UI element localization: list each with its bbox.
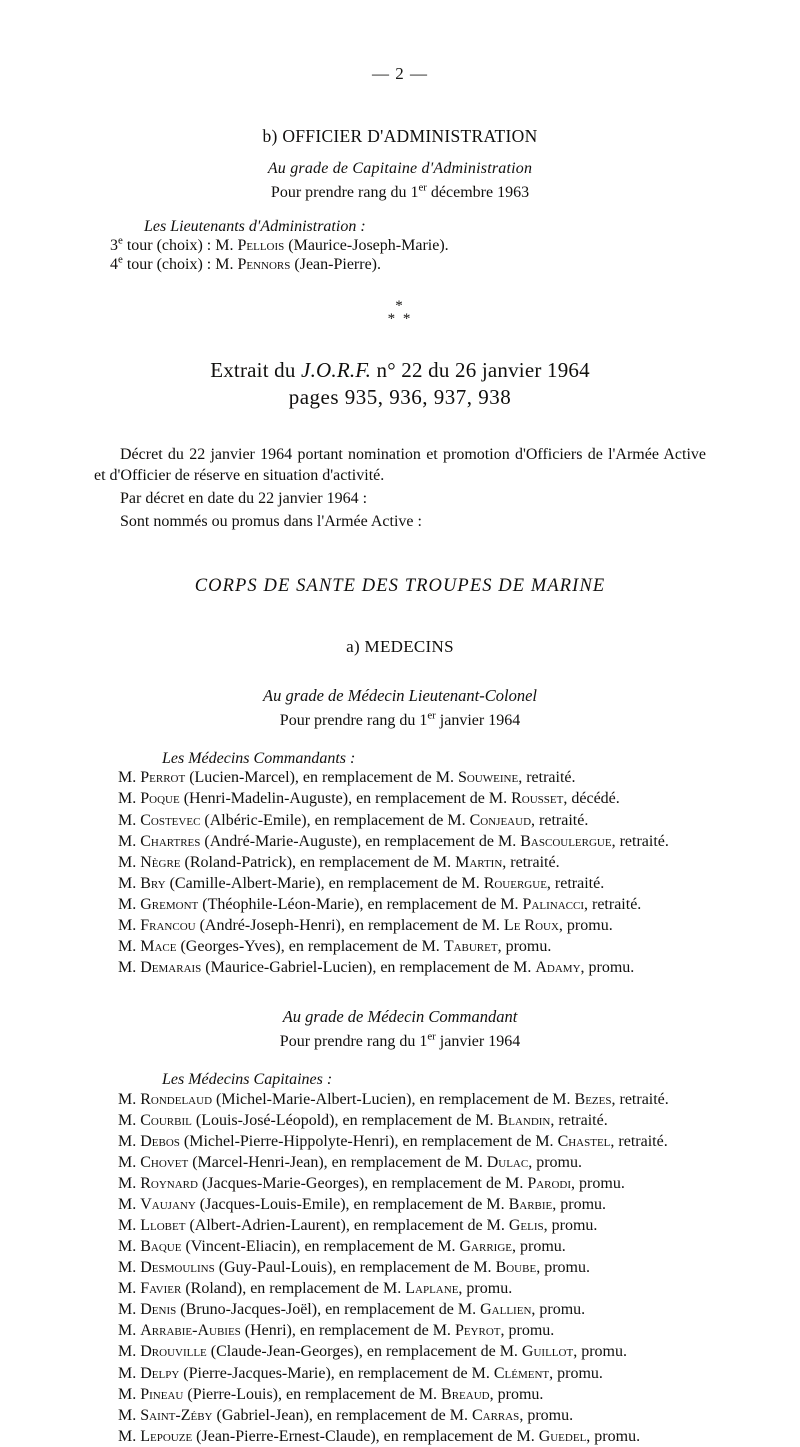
list-item: M. Debos (Michel-Pierre-Hippolyte-Henri), en remplacement de M. Chastel, retraité. [118, 1133, 668, 1150]
section-b-title: OFFICIER D'ADMINISTRATION [282, 126, 538, 146]
document-page [0, 64, 800, 1445]
list-item: M. Desmoulins (Guy-Paul-Louis), en remplacement de M. Boube, promu. [118, 1259, 590, 1277]
officer-detail: (Albert-Adrien-Laurent), en remplacement de M. [185, 1217, 509, 1235]
officer-name: Vaujany [140, 1196, 196, 1214]
officer-detail: (Claude-Jean-Georges), en remplacement de M. [206, 1343, 522, 1361]
officer-status: , promu. [512, 1238, 566, 1256]
subsection-a-heading [58, 637, 742, 657]
rank-sup: er [418, 181, 427, 194]
replaced-name: Boube [495, 1259, 537, 1277]
replaced-name: Taburet [443, 937, 498, 955]
officer-detail: (Henri), en remplacement de M. [240, 1322, 455, 1340]
asterism-top: * [395, 298, 405, 314]
list-item: M. Pineau (Pierre-Louis), en remplacement de M. Breaud, promu. [118, 1385, 544, 1403]
officer-name: Costevec [140, 811, 201, 829]
officer-detail: (Jacques-Louis-Emile), en remplacement de M. [195, 1196, 509, 1214]
officer-name: Saint-Zéby [140, 1406, 213, 1424]
officer-detail: (Marcel-Henri-Jean), en remplacement de M. [188, 1154, 487, 1172]
officer-status: , retraité. [518, 769, 576, 787]
section-b-list-label: Les Lieutenants d'Administration : [144, 218, 366, 235]
officer-status: , promu. [531, 1301, 586, 1319]
extrait-post: n° 22 du 26 janvier 1964 [371, 357, 590, 382]
officer-detail: (Guy-Paul-Louis), en remplacement de M. [214, 1259, 496, 1277]
officer-name: Drouville [140, 1343, 207, 1361]
officer-status: , retraité. [502, 853, 560, 871]
officer-name: Lepouze [140, 1427, 193, 1445]
entry-tour: 3 [110, 237, 118, 254]
decret-line-2: Par décret en date du 22 janvier 1964 : [120, 489, 368, 507]
replaced-name: Rouergue [483, 874, 547, 892]
replaced-name: Peyrot [454, 1322, 501, 1340]
officer-name: Francou [140, 916, 196, 934]
decret-line-3: Sont nommés ou promus dans l'Armée Active : [120, 512, 422, 530]
list-item: M. Perrot (Lucien-Marcel), en remplacement de M. Souweine, retraité. [118, 769, 576, 787]
officer-name: Mace [140, 937, 177, 955]
rank-sup: er [427, 709, 436, 722]
list-item: M. Vaujany (Jacques-Louis-Emile), en remplacement de M. Barbie, promu. [118, 1196, 607, 1214]
officer-detail: (Georges-Yves), en remplacement de M. [176, 937, 444, 955]
replaced-name: Gelis [508, 1217, 544, 1235]
list-item: M. Denis (Bruno-Jacques-Joël), en remplacement de M. Gallien, promu. [118, 1301, 586, 1319]
entry-rest: tour (choix) : M. [122, 256, 238, 273]
officer-detail: (Michel-Marie-Albert-Lucien), en remplacement de M. [212, 1090, 575, 1108]
extrait-heading [58, 358, 742, 383]
officer-status: , retraité. [584, 895, 642, 913]
list-item: M. Drouville (Claude-Jean-Georges), en remplacement de M. Guillot, promu. [118, 1343, 627, 1361]
officer-status: , retraité. [550, 1111, 608, 1129]
replaced-name: Carras [471, 1406, 520, 1424]
officer-detail: (Roland-Patrick), en remplacement de M. [180, 853, 456, 871]
officer-detail: (Henri-Madelin-Auguste), en remplacement de M. [179, 790, 512, 808]
asterism-ornament [58, 300, 742, 326]
list-item: M. Favier (Roland), en remplacement de M. Laplane, promu. [118, 1280, 513, 1298]
grade-commandant-rank-date [58, 1033, 742, 1051]
entry-name: Pellois [237, 237, 285, 254]
replaced-name: Gallien [480, 1301, 532, 1319]
officer-name: Roynard [140, 1175, 198, 1193]
officer-status: , retraité. [611, 832, 669, 850]
officer-status: , promu. [536, 1259, 590, 1277]
list-item [110, 253, 742, 274]
rank-pre: Pour prendre rang du 1 [270, 184, 419, 201]
list-item: M. Demarais (Maurice-Gabriel-Lucien), en remplacement de M. Adamy, promu. [118, 958, 635, 976]
officer-name: Poque [140, 790, 180, 808]
officer-name: Rondelaud [140, 1090, 213, 1108]
officer-detail: (Théophile-Léon-Marie), en remplacement de M. [198, 895, 523, 913]
officer-detail: (Maurice-Gabriel-Lucien), en remplacement de M. [201, 958, 536, 976]
officer-detail: (Jacques-Marie-Georges), en remplacement de M. [197, 1175, 528, 1193]
replaced-name: Garrige [459, 1238, 512, 1256]
replaced-name: Adamy [535, 958, 581, 976]
officer-name: Courbil [140, 1111, 192, 1129]
grade-commandant-list-label: Les Médecins Capitaines : [162, 1071, 333, 1089]
list-item: M. Saint-Zéby (Gabriel-Jean), en remplacement de M. Carras, promu. [118, 1406, 574, 1424]
decret-text: Décret du 22 janvier 1964 portant nomination et promotion d'Officiers de l'Armée Active et d'Officier de réserve en situation d'activité. [94, 445, 706, 484]
section-b-heading [58, 126, 742, 147]
officer-name: Delpy [140, 1364, 180, 1382]
entry-tail: (Maurice-Joseph-Marie). [284, 237, 449, 254]
officer-status: , promu. [586, 1427, 641, 1445]
replaced-name: Parodi [527, 1175, 572, 1193]
replaced-name: Blandin [497, 1111, 551, 1129]
list-item: M. Baque (Vincent-Eliacin), en remplacement de M. Garrige, promu. [118, 1238, 566, 1256]
officer-status: , promu. [489, 1385, 544, 1403]
replaced-name: Martin [455, 853, 503, 871]
rank-sup: er [427, 1031, 436, 1044]
entry-tail: (Jean-Pierre). [290, 256, 382, 273]
officer-status: , décédé. [563, 790, 620, 808]
replaced-name: Conjeaud [469, 811, 532, 829]
officer-detail: (Roland), en remplacement de M. [181, 1280, 406, 1298]
list-item: M. Poque (Henri-Madelin-Auguste), en remplacement de M. Rousset, décédé. [118, 790, 620, 808]
corps-title: CORPS DE SANTE DES TROUPES DE MARINE [194, 575, 606, 596]
extrait-jorf: J.O.R.F. [301, 357, 372, 382]
entry-tour-sup: e [118, 234, 123, 247]
section-b-prefix: b) [262, 126, 283, 146]
rank-pre: Pour prendre rang du 1 [279, 1033, 428, 1051]
officer-status: , retraité. [546, 874, 605, 892]
officer-detail: (André-Marie-Auguste), en remplacement de M. [200, 832, 521, 850]
officer-name: Llobet [140, 1217, 186, 1235]
replaced-name: Guedel [538, 1427, 587, 1445]
officer-status: , promu. [558, 916, 613, 934]
officer-status: , retraité. [531, 811, 589, 829]
officer-status: , promu. [580, 958, 635, 976]
officer-status: , promu. [519, 1406, 574, 1424]
entry-tour: 4 [110, 256, 118, 273]
officer-name: Demarais [140, 958, 202, 976]
list-item: M. Roynard (Jacques-Marie-Georges), en remplacement de M. Parodi, promu. [118, 1175, 625, 1193]
section-b-grade-line: Au grade de Capitaine d'Administration [267, 160, 533, 177]
officer-name: Baque [140, 1238, 182, 1256]
officer-detail: (Bruno-Jacques-Joël), en remplacement de M. [176, 1301, 481, 1319]
officer-detail: (Louis-José-Léopold), en remplacement de M. [191, 1111, 498, 1129]
list-item: M. Rondelaud (Michel-Marie-Albert-Lucien), en remplacement de M. Bezes, retraité. [118, 1090, 669, 1108]
officer-detail: (Lucien-Marcel), en remplacement de M. [185, 769, 458, 787]
rank-pre: Pour prendre rang du 1 [279, 711, 428, 729]
officer-detail: (Camille-Albert-Marie), en remplacement de M. [165, 874, 484, 892]
list-item: M. Francou (André-Joseph-Henri), en remplacement de M. Le Roux, promu. [118, 916, 613, 934]
list-item: M. Costevec (Albéric-Emile), en remplacement de M. Conjeaud, retraité. [118, 811, 589, 829]
officer-name: Chovet [140, 1154, 189, 1172]
officer-status: , promu. [549, 1364, 603, 1382]
officer-name: Arrabie-Aubies [140, 1322, 241, 1340]
asterism-bottom: * * [387, 310, 413, 327]
officer-detail: (Pierre-Jacques-Marie), en remplacement de M. [179, 1364, 494, 1382]
officer-detail: (Pierre-Louis), en remplacement de M. [183, 1385, 442, 1403]
page-number: — 2 — [372, 64, 428, 83]
officer-status: , promu. [458, 1280, 513, 1298]
entry-name: Pennors [237, 256, 291, 273]
section-b-rank-line [58, 181, 742, 202]
replaced-name: Bezes [574, 1090, 612, 1108]
grade-lt-colonel-list-label: Les Médecins Commandants : [162, 749, 356, 767]
officer-status: , promu. [573, 1343, 627, 1361]
officer-detail: (Gabriel-Jean), en remplacement de M. [212, 1406, 472, 1424]
officer-detail: (Vincent-Eliacin), en remplacement de M. [181, 1238, 460, 1256]
replaced-name: Barbie [508, 1196, 553, 1214]
officer-detail: (Jean-Pierre-Ernest-Claude), en remplacement de M. [192, 1427, 539, 1445]
rank-post: janvier 1964 [435, 1033, 521, 1051]
rank-post: décembre 1963 [426, 184, 530, 201]
officer-name: Perrot [140, 769, 186, 787]
extrait-pages: pages 935, 936, 937, 938 [288, 384, 512, 409]
officer-status: , promu. [497, 937, 552, 955]
officer-name: Bry [140, 874, 166, 892]
replaced-name: Le Roux [503, 916, 559, 934]
officer-name: Pineau [140, 1385, 184, 1403]
replaced-name: Dulac [486, 1154, 529, 1172]
entry-rest: tour (choix) : M. [122, 237, 238, 254]
extrait-pre: Extrait du [210, 357, 302, 382]
officer-detail: (Albéric-Emile), en remplacement de M. [200, 811, 470, 829]
replaced-name: Breaud [441, 1385, 490, 1403]
officer-detail: (Michel-Pierre-Hippolyte-Henri), en remplacement de M. [179, 1133, 558, 1150]
list-item: M. Gremont (Théophile-Léon-Marie), en remplacement de M. Palinacci, retraité. [118, 895, 642, 913]
officer-name: Chartres [140, 832, 201, 850]
list-item: M. Lepouze (Jean-Pierre-Ernest-Claude), en remplacement de M. Guedel, promu. [118, 1427, 641, 1445]
officer-name: Denis [140, 1301, 177, 1319]
officer-name: Desmoulins [140, 1259, 215, 1277]
subsection-a-prefix: a) [346, 636, 365, 656]
grade-lt-colonel-line: Au grade de Médecin Lieutenant-Colonel [262, 685, 537, 705]
list-item: M. Llobet (Albert-Adrien-Laurent), en remplacement de M. Gelis, promu. [118, 1217, 598, 1235]
replaced-name: Palinacci [522, 895, 584, 913]
officer-name: Gremont [140, 895, 199, 913]
officer-status: , promu. [500, 1322, 555, 1340]
entry-tour-sup: e [118, 253, 123, 266]
officer-name: Favier [140, 1280, 182, 1298]
replaced-name: Laplane [405, 1280, 459, 1298]
officer-status: , promu. [543, 1217, 598, 1235]
officer-status: , retraité. [610, 1133, 668, 1150]
list-item: M. Chartres (André-Marie-Auguste), en remplacement de M. Bascoulergue, retraité. [118, 832, 669, 850]
decret-paragraph [58, 444, 742, 486]
replaced-name: Clément [493, 1364, 550, 1382]
replaced-name: Bascoulergue [520, 832, 612, 850]
rank-post: janvier 1964 [435, 711, 521, 729]
list-item: M. Courbil (Louis-José-Léopold), en remplacement de M. Blandin, retraité. [118, 1111, 608, 1129]
list-item: M. Bry (Camille-Albert-Marie), en remplacement de M. Rouergue, retraité. [118, 874, 605, 892]
replaced-name: Guillot [521, 1343, 574, 1361]
officer-status: , promu. [552, 1196, 607, 1214]
grade-commandant-line: Au grade de Médecin Commandant [282, 1007, 518, 1027]
officer-status: , promu. [571, 1175, 625, 1193]
list-item: M. Delpy (Pierre-Jacques-Marie), en remplacement de M. Clément, promu. [118, 1364, 603, 1382]
list-item: M. Chovet (Marcel-Henri-Jean), en remplacement de M. Dulac, promu. [118, 1154, 582, 1172]
list-item [110, 234, 742, 255]
officer-status: , retraité. [611, 1090, 669, 1108]
list-item: M. Mace (Georges-Yves), en remplacement de M. Taburet, promu. [118, 937, 552, 955]
replaced-name: Rousset [511, 790, 564, 808]
replaced-name: Chastel [557, 1133, 611, 1150]
officer-status: , promu. [528, 1154, 582, 1172]
grade-lt-colonel-rank-date [58, 709, 742, 730]
subsection-a-title: MEDECINS [364, 636, 454, 656]
officer-detail: (André-Joseph-Henri), en remplacement de M. [195, 916, 504, 934]
list-item: M. Nègre (Roland-Patrick), en remplacement de M. Martin, retraité. [118, 853, 560, 871]
officer-name: Nègre [140, 853, 181, 871]
list-item: M. Arrabie-Aubies (Henri), en remplacement de M. Peyrot, promu. [118, 1322, 555, 1340]
officer-name: Debos [140, 1133, 180, 1150]
replaced-name: Souweine [457, 769, 519, 787]
